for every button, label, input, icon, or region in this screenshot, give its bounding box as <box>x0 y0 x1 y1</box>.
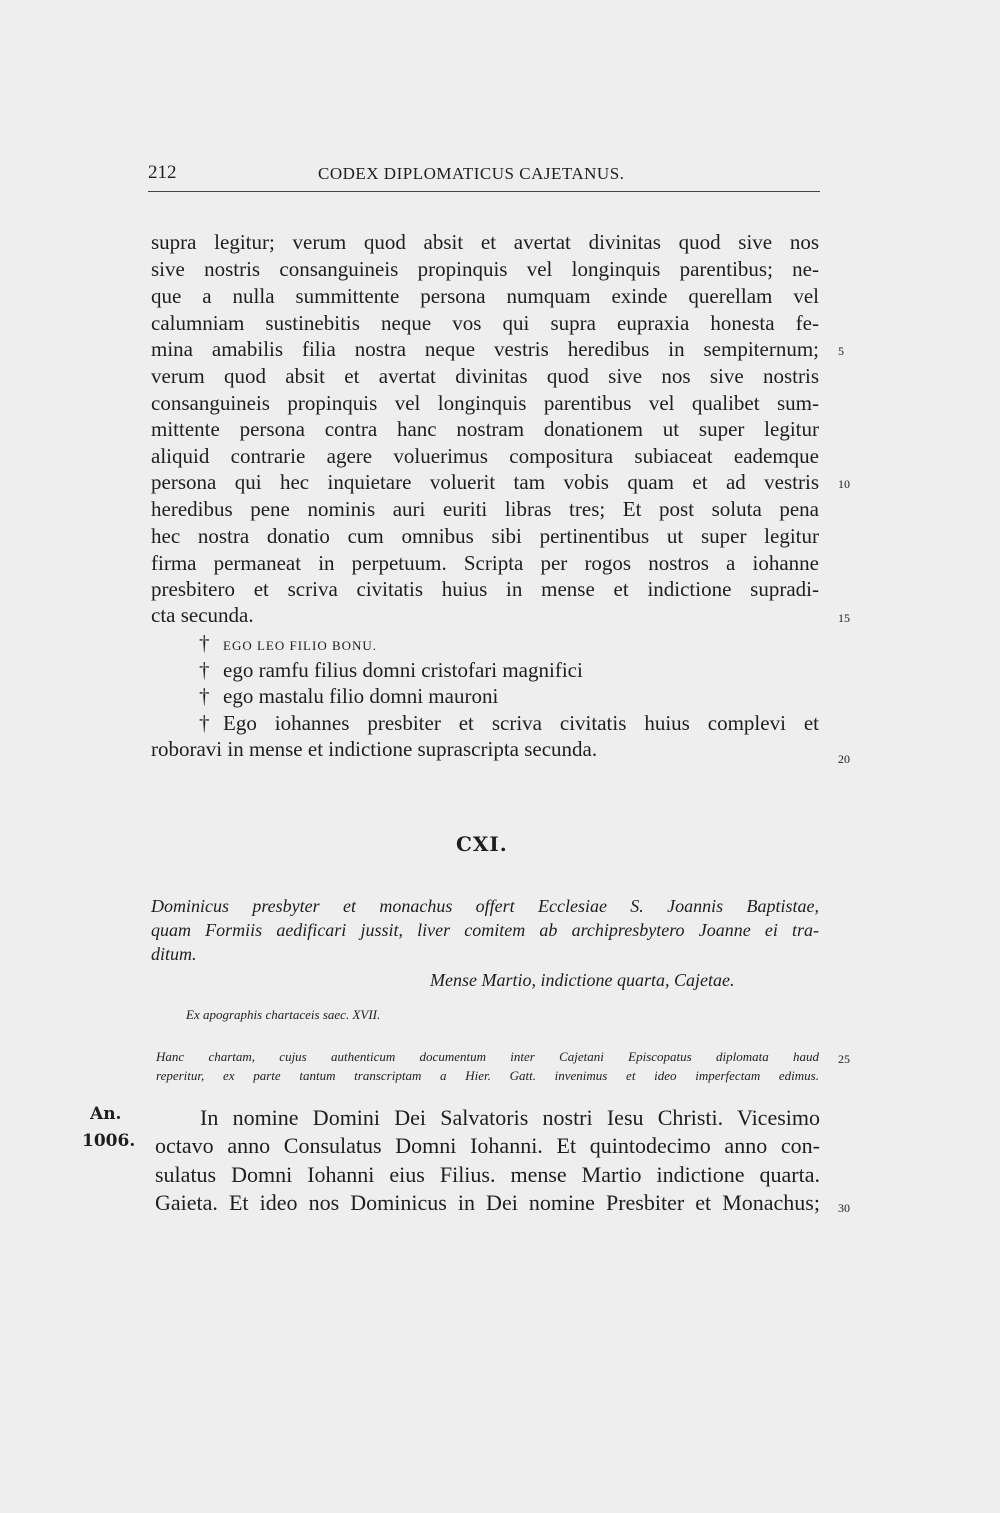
document-body-line: sulatus Domni Iohanni eius Filius. mense Martio indictione quarta. <box>155 1162 820 1187</box>
signature-text: Ego iohannes presbiter et scriva civitatis huius complevi et <box>223 711 819 735</box>
editorial-note-line: reperitur, ex parte tantum transcriptam a Hier. Gatt. invenimus et ideo imperfectam edimus. <box>156 1068 819 1083</box>
body-line: presbitero et scriva civitatis huius in mense et indictione supradi- <box>151 577 819 601</box>
date-place-line: Mense Martio, indictione quarta, Cajetae. <box>430 970 735 990</box>
margin-line-number: 25 <box>838 1052 850 1066</box>
margin-line-number: 20 <box>838 752 850 766</box>
signature-line <box>199 683 819 710</box>
document-body-line: octavo anno Consulatus Domni Iohanni. Et quintodecimo anno con- <box>155 1133 820 1158</box>
source-note: Ex apographis chartaceis saec. XVII. <box>186 1007 381 1022</box>
margin-line-number: 5 <box>838 344 844 358</box>
body-line: hec nostra donatio cum omnibus sibi pertinentibus ut super legitur <box>151 524 819 548</box>
page-number: 212 <box>148 162 177 183</box>
body-line: mittente persona contra hanc nostram donationem ut super legitur <box>151 417 819 441</box>
header-rule <box>148 191 820 192</box>
document-body-line: In nomine Domini Dei Salvatoris nostri Iesu Christi. Vicesimo <box>200 1105 820 1130</box>
document-body-line: Gaieta. Et ideo nos Dominicus in Dei nomine Presbiter et Monachus; <box>155 1190 820 1215</box>
body-line: cta secunda. <box>151 603 254 627</box>
signature-text: EGO LEO FILIO BONU. <box>223 638 378 653</box>
signature-text: ego mastalu filio domni mauroni <box>223 684 499 708</box>
body-line: verum quod absit et avertat divinitas quod sive nos sive nostris <box>151 364 819 388</box>
summary-line: quam Formiis aedificari jussit, liver comitem ab archipresbytero Joanne ei tra- <box>151 920 819 940</box>
summary-line: ditum. <box>151 944 197 964</box>
running-title: CODEX DIPLOMATICUS CAJETANUS. <box>318 164 625 183</box>
signature-line <box>199 657 819 684</box>
body-line: heredibus pene nominis auri euriti libras tres; Et post soluta pena <box>151 497 819 521</box>
summary-line: Dominicus presbyter et monachus offert Ecclesiae S. Joannis Baptistae, <box>151 896 819 916</box>
document-number: CXI. <box>456 832 508 856</box>
body-line: aliquid contrarie agere voluerimus compositura subiaceat eademque <box>151 444 819 468</box>
margin-line-number: 30 <box>838 1201 850 1215</box>
body-line: persona qui hec inquietare voluerit tam vobis quam et ad vestris <box>151 470 819 494</box>
margin-line-number: 10 <box>838 477 850 491</box>
body-line: que a nulla summittente persona numquam exinde querellam vel <box>151 284 819 308</box>
editorial-note-line: Hanc chartam, cujus authenticum documentum inter Cajetani Episcopatus diplomata haud <box>156 1049 819 1064</box>
signature-closing: roboravi in mense et indictione suprascripta secunda. <box>151 737 598 761</box>
cross-mark: † <box>199 684 210 708</box>
cross-mark: † <box>199 711 210 735</box>
signature-text: ego ramfu filius domni cristofari magnifici <box>223 658 583 682</box>
body-line: calumniam sustinebitis neque vos qui supra eupraxia honesta fe- <box>151 311 819 335</box>
body-line: mina amabilis filia nostra neque vestris heredibus in sempiternum; <box>151 337 819 361</box>
margin-year-label: An. <box>90 1104 122 1124</box>
body-line: consanguineis propinquis vel longinquis parentibus vel qualibet sum- <box>151 391 819 415</box>
cross-mark: † <box>199 631 210 655</box>
body-line: sive nostris consanguineis propinquis vel longinquis parentibus; ne- <box>151 257 819 281</box>
margin-line-number: 15 <box>838 611 850 625</box>
body-line: firma permaneat in perpetuum. Scripta per rogos nostros a iohanne <box>151 551 819 575</box>
page-header <box>148 160 820 188</box>
signature-line <box>199 630 819 659</box>
cross-mark: † <box>199 658 210 682</box>
signature-line <box>199 710 819 737</box>
margin-year: 1006. <box>82 1131 136 1151</box>
body-line: supra legitur; verum quod absit et avertat divinitas quod sive nos <box>151 230 819 254</box>
